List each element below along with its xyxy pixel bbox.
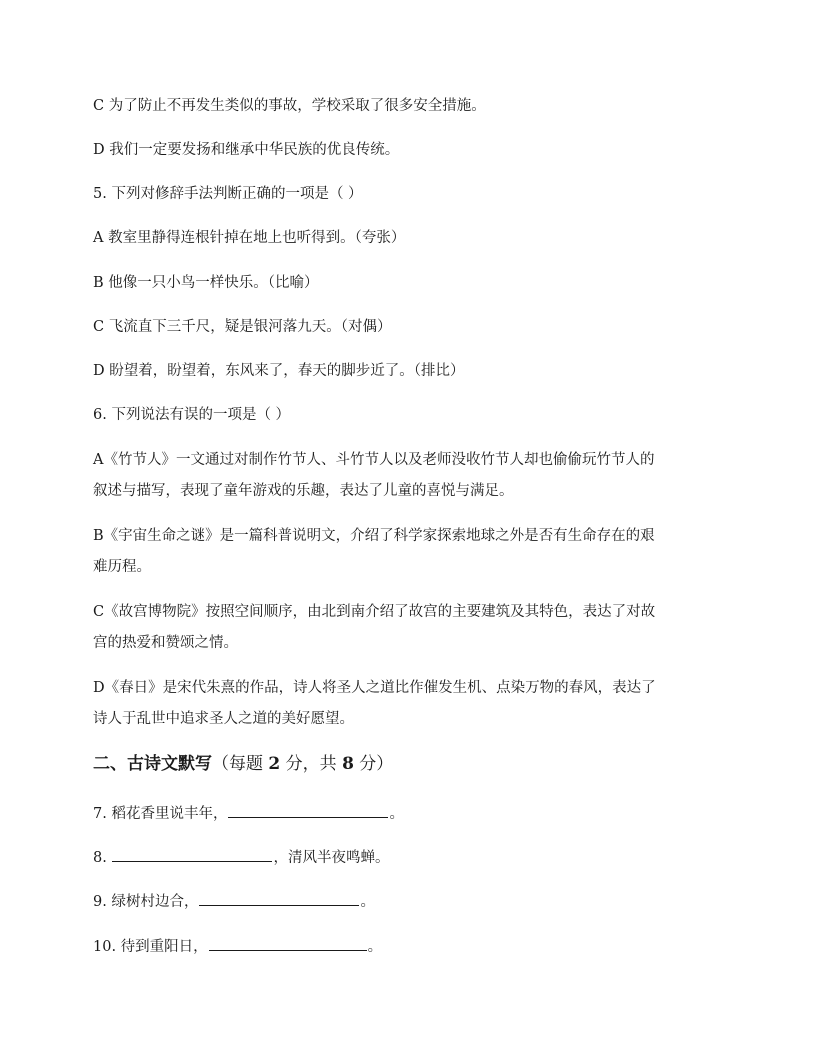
- q6-option-b-line1: B《宇宙生命之谜》是一篇科普说明文，介绍了科学家探索地球之外是否有生命存在的艰: [93, 528, 655, 544]
- q8-prefix: 8.: [93, 850, 112, 866]
- q4-option-c: C 为了防止不再发生类似的事故，学校采取了很多安全措施。: [93, 98, 486, 114]
- section-2-paren-open: （每题: [212, 754, 269, 774]
- q6-option-b-line2: 难历程。: [93, 559, 151, 575]
- q7-answer-blank[interactable]: [228, 803, 388, 818]
- q6-option-d-line2: 诗人于乱世中追求圣人之道的美好愿望。: [93, 711, 354, 727]
- section-2-paren-close: 分）: [353, 754, 394, 774]
- question-7: [93, 803, 404, 824]
- q9-prefix: 9. 绿树村边合，: [93, 894, 199, 910]
- question-6: 6. 下列说法有误的一项是（ ）: [93, 407, 291, 423]
- section-2-mid: 分，共: [280, 754, 343, 774]
- q6-option-d-line1: D《春日》是宋代朱熹的作品，诗人将圣人之道比作催发生机、点染万物的春风，表达了: [93, 680, 656, 696]
- question-10: [93, 936, 382, 957]
- q6-option-d: [93, 673, 723, 735]
- q6-option-c-line1: C《故宫博物院》按照空间顺序，由北到南介绍了故宫的主要建筑及其特色，表达了对故: [93, 604, 656, 620]
- question-8: [93, 847, 389, 868]
- q8-suffix: ，清风半夜鸣蝉。: [273, 850, 390, 866]
- section-2-heading: [93, 752, 393, 776]
- q9-suffix: 。: [360, 894, 375, 910]
- section-2-score-total: 8: [342, 754, 354, 774]
- q8-answer-blank[interactable]: [112, 847, 272, 862]
- q5-option-a: A 教室里静得连根针掉在地上也听得到。（夸张）: [93, 230, 406, 246]
- q10-prefix: 10. 待到重阳日，: [93, 939, 208, 955]
- q6-option-c: [93, 597, 723, 659]
- q6-option-b: [93, 521, 723, 583]
- q5-option-d: D 盼望着，盼望着，东风来了，春天的脚步近了。（排比）: [93, 363, 465, 379]
- section-2-score-each: 2: [268, 754, 281, 774]
- q10-answer-blank[interactable]: [209, 936, 367, 951]
- q10-suffix: 。: [367, 939, 383, 955]
- q6-option-c-line2: 宫的热爱和赞颂之情。: [93, 635, 238, 651]
- section-2-title: 二、古诗文默写: [93, 754, 212, 774]
- q7-prefix: 7. 稻花香里说丰年，: [93, 806, 228, 822]
- q7-suffix: 。: [389, 806, 404, 822]
- q5-option-b: B 他像一只小鸟一样快乐。（比喻）: [93, 275, 319, 291]
- q9-answer-blank[interactable]: [199, 891, 359, 906]
- q6-option-a: [93, 445, 723, 507]
- q4-option-d: D 我们一定要发扬和继承中华民族的优良传统。: [93, 142, 400, 158]
- question-9: [93, 891, 375, 912]
- q5-option-c: C 飞流直下三千尺，疑是银河落九天。（对偶）: [93, 319, 392, 335]
- question-5: 5. 下列对修辞手法判断正确的一项是（ ）: [93, 186, 363, 202]
- q6-option-a-line1: A《竹节人》一文通过对制作竹节人、斗竹节人以及老师没收竹节人却也偷偷玩竹节人的: [93, 452, 655, 468]
- q6-option-a-line2: 叙述与描写，表现了童年游戏的乐趣，表达了儿童的喜悦与满足。: [93, 483, 514, 499]
